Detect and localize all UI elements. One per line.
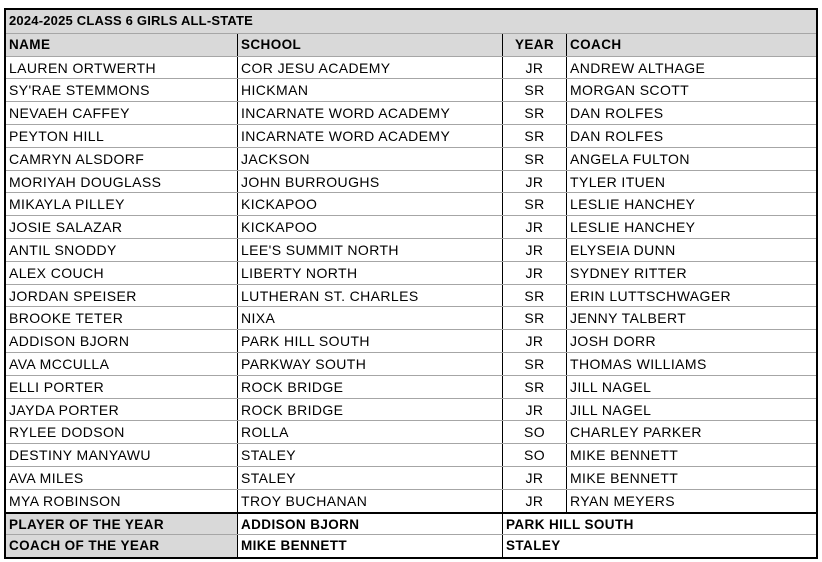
award-row [6,512,816,535]
player-rows [6,56,816,512]
table-row [6,78,816,101]
player-school: INCARNATE WORD ACADEMY [238,102,503,124]
award-winner: MIKE BENNETT [238,535,503,557]
player-year: SR [503,285,567,307]
player-year: SR [503,353,567,375]
all-state-table [4,8,818,559]
table-row [6,101,816,124]
player-coach: JILL NAGEL [570,401,652,418]
player-name: CAMRYN ALSDORF [6,148,238,170]
table-row [6,192,816,215]
table-row [6,284,816,307]
player-coach: JENNY TALBERT [570,310,687,327]
player-school: ROCK BRIDGE [238,399,503,421]
table-title: 2024-2025 CLASS 6 GIRLS ALL-STATE [6,10,816,33]
table-row [6,375,816,398]
table-row [6,238,816,261]
player-school: PARKWAY SOUTH [238,353,503,375]
player-year: JR [503,216,567,238]
player-school: KICKAPOO [238,193,503,215]
player-school: HICKMAN [238,79,503,101]
player-name: RYLEE DODSON [6,421,238,443]
table-row [6,124,816,147]
player-school: PARK HILL SOUTH [238,330,503,352]
header-name: NAME [6,34,238,56]
player-school: ROCK BRIDGE [238,376,503,398]
player-coach: JILL NAGEL [570,378,652,395]
player-coach: JOSH DORR [570,333,657,350]
player-name: ANTIL SNODDY [6,239,238,261]
player-coach: ELYSEIA DUNN [570,241,676,258]
table-row [6,215,816,238]
player-coach: TYLER ITUEN [570,173,666,190]
table-row [6,261,816,284]
table-row [6,443,816,466]
player-year: SR [503,307,567,329]
table-row [6,147,816,170]
player-year: JR [503,330,567,352]
header-row [6,33,816,56]
player-school: INCARNATE WORD ACADEMY [238,125,503,147]
table-row [6,56,816,79]
player-name: LAUREN ORTWERTH [6,57,238,79]
table-row [6,329,816,352]
player-name: AVA MCCULLA [6,353,238,375]
player-school: TROY BUCHANAN [238,490,503,512]
player-school: KICKAPOO [238,216,503,238]
player-school: ROLLA [238,421,503,443]
player-school: LUTHERAN ST. CHARLES [238,285,503,307]
player-name: BROOKE TETER [6,307,238,329]
player-year: JR [503,399,567,421]
player-year: JR [503,262,567,284]
player-coach: DAN ROLFES [570,127,664,144]
player-coach: ANGELA FULTON [570,150,690,167]
header-year: YEAR [503,34,567,56]
player-name: ALEX COUCH [6,262,238,284]
player-year: SR [503,148,567,170]
award-school: STALEY [506,538,561,554]
title-row [6,10,816,33]
award-row [6,534,816,557]
player-name: JOSIE SALAZAR [6,216,238,238]
player-name: NEVAEH CAFFEY [6,102,238,124]
player-year: JR [503,239,567,261]
header-coach: COACH [567,34,816,56]
player-name: MIKAYLA PILLEY [6,193,238,215]
header-school: SCHOOL [238,34,503,56]
player-school: LIBERTY NORTH [238,262,503,284]
player-year: JR [503,171,567,193]
table-row [6,170,816,193]
player-coach: THOMAS WILLIAMS [570,355,707,372]
player-coach: LESLIE HANCHEY [570,219,696,236]
player-coach: LESLIE HANCHEY [570,196,696,213]
player-name: AVA MILES [6,467,238,489]
player-year: JR [503,467,567,489]
player-year: JR [503,490,567,512]
player-year: SR [503,193,567,215]
table-row [6,420,816,443]
player-year: SR [503,125,567,147]
player-year: SO [503,421,567,443]
player-coach: SYDNEY RITTER [570,264,687,281]
table-row [6,352,816,375]
award-winner: ADDISON BJORN [238,514,503,535]
player-coach: CHARLEY PARKER [570,424,702,441]
table-row [6,489,816,512]
player-name: MYA ROBINSON [6,490,238,512]
player-school: STALEY [238,467,503,489]
award-label: COACH OF THE YEAR [6,535,238,557]
player-year: SR [503,79,567,101]
table-row [6,306,816,329]
player-coach: ANDREW ALTHAGE [570,59,706,76]
player-school: STALEY [238,444,503,466]
player-name: JORDAN SPEISER [6,285,238,307]
player-name: SY'RAE STEMMONS [6,79,238,101]
player-name: ELLI PORTER [6,376,238,398]
award-label: PLAYER OF THE YEAR [6,514,238,535]
player-coach: ERIN LUTTSCHWAGER [570,287,732,304]
player-school: NIXA [238,307,503,329]
player-coach: MORGAN SCOTT [570,82,690,99]
player-year: JR [503,57,567,79]
player-name: MORIYAH DOUGLASS [6,171,238,193]
player-coach: MIKE BENNETT [570,469,679,486]
player-school: JOHN BURROUGHS [238,171,503,193]
player-year: SR [503,102,567,124]
table-row [6,466,816,489]
award-rows [6,512,816,558]
player-name: PEYTON HILL [6,125,238,147]
player-year: SO [503,444,567,466]
player-coach: MIKE BENNETT [570,447,679,464]
player-coach: DAN ROLFES [570,105,664,122]
player-school: JACKSON [238,148,503,170]
player-name: ADDISON BJORN [6,330,238,352]
player-name: JAYDA PORTER [6,399,238,421]
player-year: SR [503,376,567,398]
player-school: LEE'S SUMMIT NORTH [238,239,503,261]
table-row [6,398,816,421]
player-coach: RYAN MEYERS [570,492,676,509]
player-name: DESTINY MANYAWU [6,444,238,466]
award-school: PARK HILL SOUTH [506,516,634,532]
player-school: COR JESU ACADEMY [238,57,503,79]
